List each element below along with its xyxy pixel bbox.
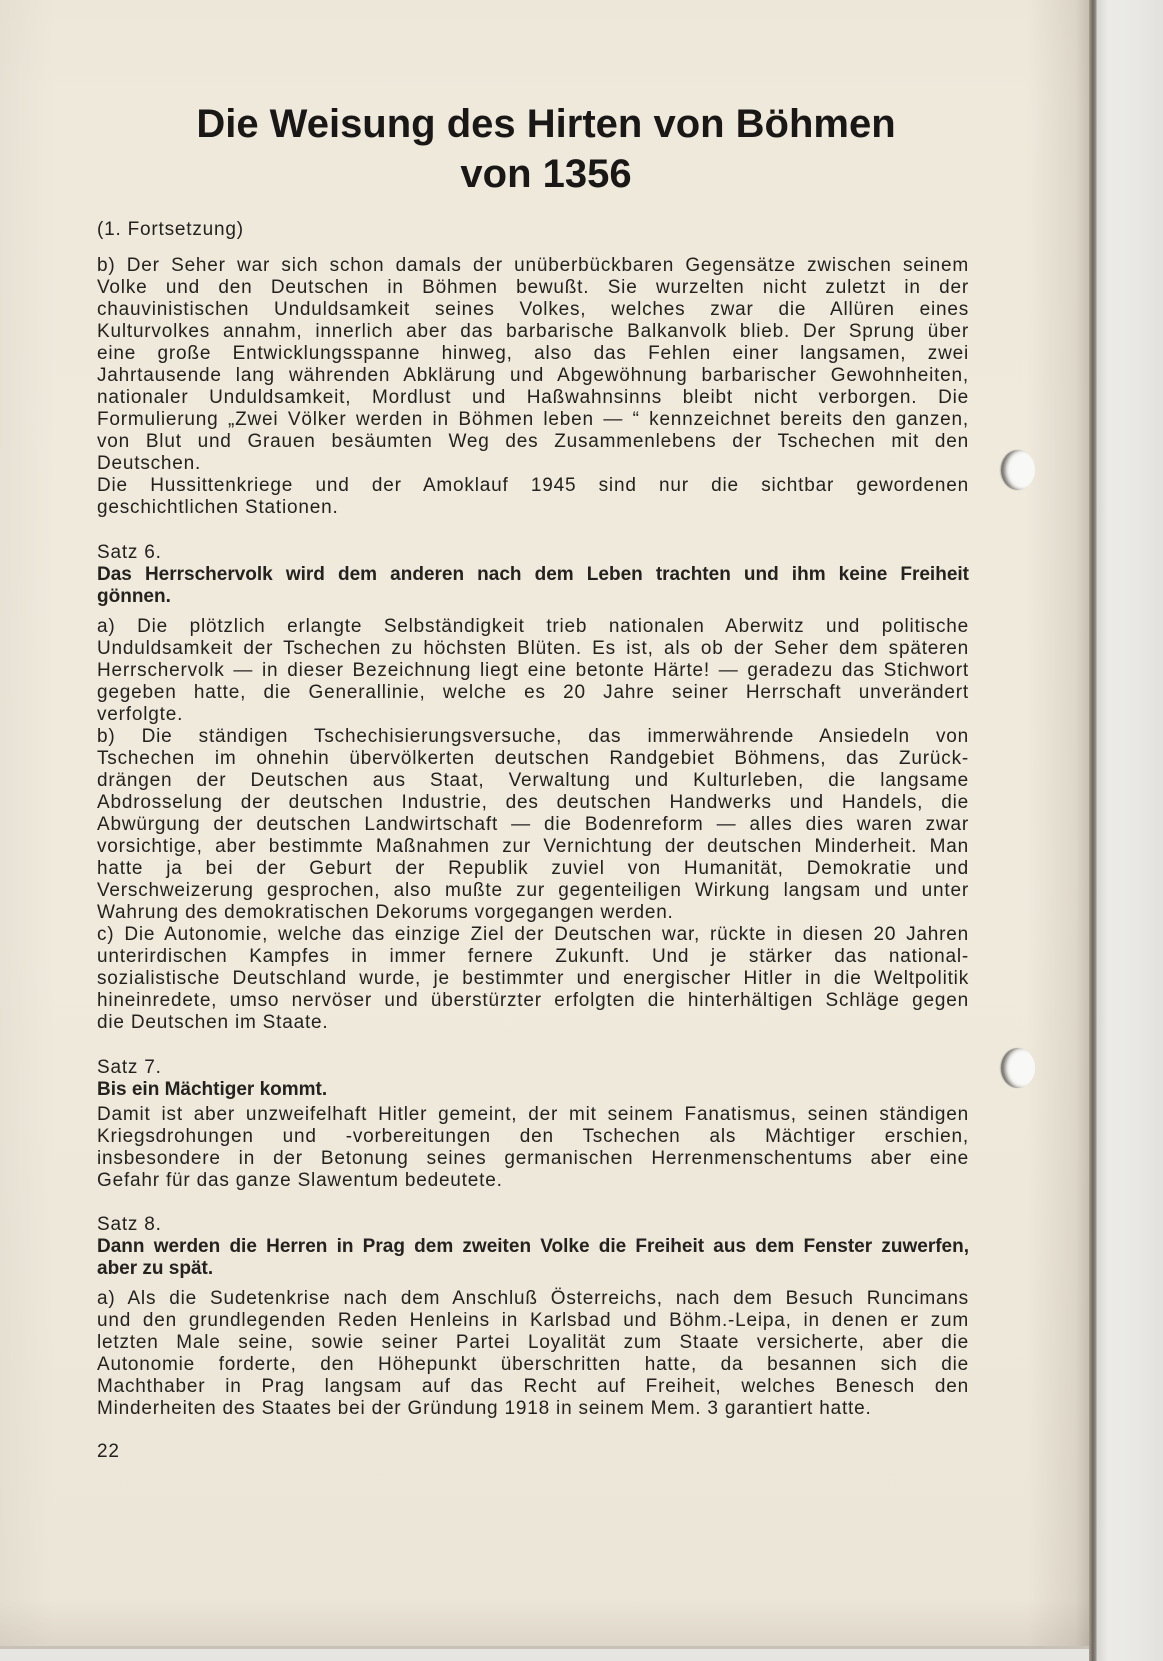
paragraph-satz6-b [97, 726, 969, 924]
text-line: unterirdischen Kampfes in immer fernere Zukunft. Und je stärker das national- [97, 946, 969, 967]
text-line: Volke und den Deutschen in Böhmen bewußt. Sie wurzelten nicht zuletzt in der [97, 277, 969, 298]
heading-line: Das Herrschervolk wird dem anderen nach dem Leben trachten und ihm keine Freiheit [97, 564, 969, 585]
punch-hole-upper [1001, 450, 1035, 490]
text-line: Abdrosselung der deutschen Industrie, des deutschen Handwerks und Handels, die [97, 792, 969, 813]
satz-label: Satz 8. [97, 1214, 162, 1235]
text-line: nationaler Unduldsamkeit, Mordlust und Haßwahnsinns bleibt nicht verborgen. Die [97, 387, 969, 408]
scanner-background [1096, 0, 1163, 1661]
heading-line: Bis ein Mächtiger kommt. [97, 1079, 328, 1100]
paragraph-satz8-a [97, 1288, 969, 1420]
paragraph-satz6-a [97, 616, 969, 726]
text-line: geschichtlichen Stationen. [97, 497, 339, 518]
text-line: a) Als die Sudetenkrise nach dem Anschluß Österreichs, nach dem Besuch Runcimans [97, 1288, 969, 1309]
punch-hole-lower [1001, 1048, 1035, 1088]
page-edge-shadow [1089, 0, 1097, 1661]
text-line: Unduldsamkeit der Tschechen zu höchsten Blüten. Es ist, als ob der Seher dem späteren [97, 638, 969, 659]
text-line: die Deutschen im Staate. [97, 1012, 329, 1033]
page-number: 22 [97, 1441, 120, 1462]
satz-label: Satz 6. [97, 542, 162, 563]
text-line: gegeben hatte, die Generallinie, welche es 20 Jahre seiner Herrschaft unverändert [97, 682, 969, 703]
text-line: Formulierung „Zwei Völker werden in Böhmen leben — “ kennzeichnet bereits den ganzen, [97, 409, 969, 430]
article-body [97, 255, 969, 1420]
text-line: hineinredete, umso nervöser und überstürzter erfolgten die hinterhältigen Schläge gegen [97, 990, 969, 1011]
text-line: verfolgte. [97, 704, 184, 725]
paragraph-intro-b [97, 255, 969, 475]
heading-line: Dann werden die Herren in Prag dem zweiten Volke die Freiheit aus dem Fenster zuwerfen, [97, 1236, 969, 1257]
heading-line: gönnen. [97, 586, 171, 607]
text-line: sozialistische Deutschland wurde, je bestimmter und energischer Hitler in die Weltpolitik [97, 968, 969, 989]
text-line: Machthaber in Prag langsam auf das Recht auf Freiheit, welches Benesch den [97, 1376, 969, 1397]
text-line: Jahrtausende lang währenden Abklärung und Abgewöhnung barbarischer Gewohnheiten, [97, 365, 969, 386]
text-line: Wahrung des demokratischen Dekorums vorgegangen werden. [97, 902, 674, 923]
text-line: Verschweizerung gesprochen, also mußte zur gegenteiligen Wirkung langsam und unter [97, 880, 969, 901]
text-line: Gefahr für das ganze Slawentum bedeutete. [97, 1170, 503, 1191]
text-line: insbesondere in der Betonung seines germanischen Herrenmenschentums aber eine [97, 1148, 969, 1169]
text-line: b) Die ständigen Tschechisierungsversuche, das immerwährende Ansiedeln von [97, 726, 969, 747]
text-line: Die Hussittenkriege und der Amoklauf 1945 sind nur die sichtbar gewordenen [97, 475, 969, 496]
paragraph-satz7 [97, 1104, 969, 1192]
text-line: c) Die Autonomie, welche das einzige Ziel der Deutschen war, rückte in diesen 20 Jahren [97, 924, 969, 945]
text-line: Abwürgung der deutschen Landwirtschaft — die Bodenreform — alles dies waren zwar [97, 814, 969, 835]
text-line: Tschechen im ohnehin übervölkerten deutschen Randgebiet Böhmens, das Zurück- [97, 748, 969, 769]
text-line: b) Der Seher war sich schon damals der unüberbückbaren Gegensätze zwischen seinem [97, 255, 969, 276]
heading-line: aber zu spät. [97, 1258, 214, 1279]
satz-label: Satz 7. [97, 1057, 162, 1078]
text-line: a) Die plötzlich erlangte Selbständigkeit trieb nationalen Aberwitz und politische [97, 616, 969, 637]
text-line: Deutschen. [97, 453, 202, 474]
paragraph-satz6-c [97, 924, 969, 1034]
paper-bottom-edge [0, 1646, 1092, 1649]
text-line: Damit ist aber unzweifelhaft Hitler gemeint, der mit seinem Fanatismus, seinen ständigen [97, 1104, 969, 1125]
text-line: Herrschervolk — in dieser Bezeichnung liegt eine betonte Härte! — geradezu das Stichwort [97, 660, 969, 681]
text-line: eine große Entwicklungsspanne hinweg, also das Fehlen einer langsamen, zwei [97, 343, 969, 364]
text-line: hatte ja bei der Geburt der Republik zuviel von Humanität, Demokratie und [97, 858, 969, 879]
text-line: und den grundlegenden Reden Henleins in Karlsbad und Böhm.-Leipa, in denen er zum [97, 1310, 969, 1331]
text-line: Kriegsdrohungen und -vorbereitungen den Tschechen als Mächtiger erschien, [97, 1126, 969, 1147]
text-line: Minderheiten des Staates bei der Gründung 1918 in seinem Mem. 3 garantiert hatte. [97, 1398, 872, 1419]
satz-heading [97, 564, 969, 608]
text-line: Kulturvolkes annahm, innerlich aber das barbarische Balkanvolk blieb. Der Sprung über [97, 321, 969, 342]
continuation-note: (1. Fortsetzung) [97, 219, 244, 240]
text-line: letzten Male seine, sowie seiner Partei Loyalität zum Staate versicherte, aber die [97, 1332, 969, 1353]
title-line-1: Die Weisung des Hirten von Böhmen [196, 102, 896, 146]
text-line: chauvinistischen Unduldsamkeit seines Volkes, welches zwar die Allüren eines [97, 299, 969, 320]
text-line: von Blut und Grauen besäumten Weg des Zusammenlebens der Tschechen mit den [97, 431, 969, 452]
satz-heading [97, 1236, 969, 1280]
page-title [0, 99, 1092, 199]
text-line: Autonomie forderte, den Höhepunkt überschritten hatte, da besannen sich die [97, 1354, 969, 1375]
paragraph-intro-hussiten [97, 475, 969, 519]
title-line-2: von 1356 [460, 152, 632, 196]
satz-heading [97, 1079, 969, 1101]
text-line: drängen der Deutschen aus Staat, Verwaltung und Kulturleben, die langsame [97, 770, 969, 791]
text-line: vorsichtige, aber bestimmte Maßnahmen zur Vernichtung der deutschen Minderheit. Man [97, 836, 969, 857]
